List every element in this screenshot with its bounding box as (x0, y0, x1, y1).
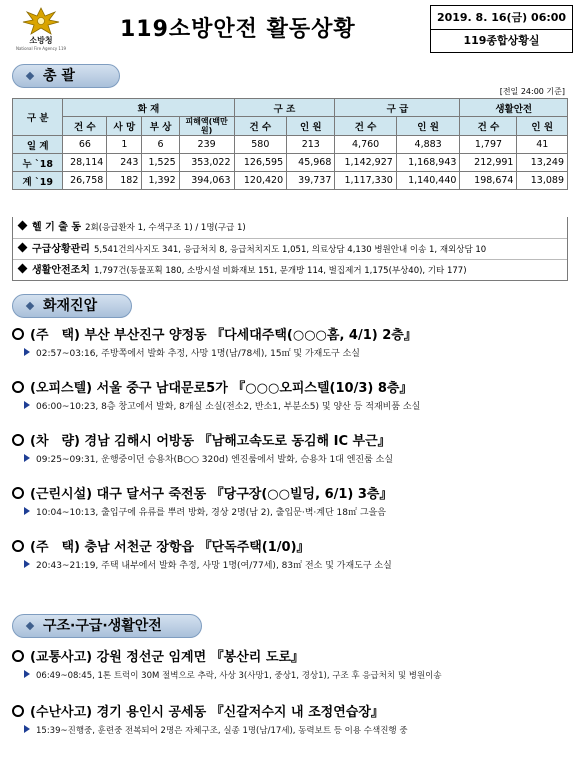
header-safety-count: 건 수 (460, 117, 517, 136)
summary-table (12, 98, 568, 190)
table-row (13, 136, 568, 154)
incident-detail: 10:04~10:13, 출입구에 유류를 뿌려 방화, 경상 2명(남 2), 출입문·벽·계단 18㎡ 그을음 (36, 508, 386, 518)
incident-title: (근린시설) 대구 달서구 죽전동 『당구장(○○빌딩, 6/1) 3층』 (30, 487, 393, 502)
table-row (13, 154, 568, 172)
summary-notes (12, 217, 568, 281)
triangle-bullet-icon (24, 348, 30, 356)
diamond-bullet-icon (18, 221, 28, 231)
ems-people: 1,140,440 (396, 172, 460, 190)
agency-logo (8, 6, 74, 54)
fire-count: 28,114 (63, 154, 107, 172)
fire-count: 26,758 (63, 172, 107, 190)
report-header (0, 0, 579, 58)
header-ems-count: 건 수 (335, 117, 396, 136)
table-subheader-row (13, 117, 568, 136)
damage: 353,022 (179, 154, 234, 172)
fire-count: 66 (63, 136, 107, 154)
rescue-count: 126,595 (234, 154, 287, 172)
death: 243 (107, 154, 142, 172)
summary-section-label: 총 괄 (12, 64, 120, 88)
list-item (12, 432, 568, 469)
phoenix-emblem-icon (21, 6, 61, 36)
report-org: 119종합상황실 (463, 34, 540, 47)
triangle-bullet-icon (24, 507, 30, 515)
page-title: 119소방안전 활동상황 (120, 17, 356, 42)
list-item (12, 538, 568, 575)
header-fire-count: 건 수 (63, 117, 107, 136)
header-ems: 구 급 (335, 99, 460, 117)
injury: 1,525 (142, 154, 179, 172)
list-item (12, 648, 568, 685)
note-safety-actions: 생활안전조치 1,797건(동물포획 180, 소방시설 비화재보 151, 문개방 114, 벌집제거 1,175(부상40), 기타 177) (13, 259, 567, 280)
row-label: 계 `19 (13, 172, 63, 190)
incident-title: (교통사고) 강원 정선군 임계면 『봉산리 도로』 (30, 650, 304, 665)
header-damage: 피해액(백만원) (179, 117, 234, 136)
incident-detail: 02:57~03:16, 주방쪽에서 발화 추정, 사망 1명(남/78세), 15㎡ 및 가재도구 소실 (36, 349, 361, 359)
ems-people: 4,883 (396, 136, 460, 154)
death: 182 (107, 172, 142, 190)
ring-bullet-icon (12, 328, 24, 340)
safety-count: 212,991 (460, 154, 517, 172)
triangle-bullet-icon (24, 560, 30, 568)
logo-english-text: National Fire Agency 119 (15, 46, 67, 51)
list-item (12, 379, 568, 416)
safety-people: 13,089 (517, 172, 568, 190)
injury: 1,392 (142, 172, 179, 190)
incident-detail: 20:43~21:19, 주택 내부에서 발화 추정, 사망 1명(여/77세), 83㎡ 전소 및 가재도구 소실 (36, 561, 392, 571)
section-marker-icon (26, 302, 34, 310)
table-header-row (13, 99, 568, 117)
header-rescue-count: 건 수 (234, 117, 287, 136)
rescue-count: 120,420 (234, 172, 287, 190)
ring-bullet-icon (12, 434, 24, 446)
header-safety: 생활안전 (460, 99, 568, 117)
incident-detail: 09:25~09:31, 운행중이던 승용차(B○○ 320d) 엔진룸에서 발화, 승용차 1대 엔진룸 소실 (36, 455, 394, 465)
list-item (12, 703, 568, 740)
rescue-people: 45,968 (287, 154, 335, 172)
ring-bullet-icon (12, 650, 24, 662)
row-label: 누 `18 (13, 154, 63, 172)
rescue-count: 580 (234, 136, 287, 154)
diamond-bullet-icon (18, 264, 28, 274)
rescue-people: 39,737 (287, 172, 335, 190)
ems-count: 1,117,330 (335, 172, 396, 190)
row-label: 일 계 (13, 136, 63, 154)
ring-bullet-icon (12, 381, 24, 393)
ring-bullet-icon (12, 540, 24, 552)
ems-count: 1,142,927 (335, 154, 396, 172)
note-ems-management: 구급상황관리 5,541건의사지도 341, 응급처치 8, 응급처치지도 1,051, 의료상담 4,130 병원안내 이송 1, 재외상담 10 (13, 238, 567, 259)
header-rescue: 구 조 (234, 99, 335, 117)
logo-text: 소방청 (29, 36, 53, 45)
fire-section-label: 화재진압 (12, 294, 132, 318)
incident-title: (수난사고) 경기 용인시 공세동 『신갈저수지 내 조정연습장』 (30, 705, 384, 720)
safety-count: 198,674 (460, 172, 517, 190)
incident-title: (주 택) 부산 부산진구 양정동 『다세대주택(○○○홈, 4/1) 2층』 (30, 328, 417, 343)
header-death: 사 망 (107, 117, 142, 136)
header-rescue-people: 인 원 (287, 117, 335, 136)
header-injury: 부 상 (142, 117, 179, 136)
header-fire: 화 재 (63, 99, 234, 117)
safety-people: 13,249 (517, 154, 568, 172)
ems-count: 4,760 (335, 136, 396, 154)
incident-title: (주 택) 충남 서천군 장항읍 『단독주택(1/0)』 (30, 540, 310, 555)
incident-detail: 06:00~10:23, 8층 창고에서 발화, 8개실 소실(전소2, 반소1, 부분소5) 및 양산 등 적재비품 소실 (36, 402, 421, 412)
rescue-people: 213 (287, 136, 335, 154)
safety-count: 1,797 (460, 136, 517, 154)
injury: 6 (142, 136, 179, 154)
list-item (12, 485, 568, 522)
basis-time: [전일 24:00 기준] (499, 87, 565, 96)
incident-title: (차 량) 경남 김해시 어방동 『남해고속도로 동김해 IC 부근』 (30, 434, 391, 449)
section-marker-icon (26, 622, 34, 630)
ring-bullet-icon (12, 705, 24, 717)
date-box (430, 5, 573, 53)
diamond-bullet-icon (18, 243, 28, 253)
header-safety-people: 인 원 (517, 117, 568, 136)
list-item (12, 326, 568, 363)
safety-people: 41 (517, 136, 568, 154)
rescue-section-label: 구조·구급·생활안전 (12, 614, 202, 638)
section-marker-icon (26, 72, 34, 80)
incident-detail: 06:49~08:45, 1톤 트럭이 30M 절벽으로 추락, 사상 3(사망1, 중상1, 경상1), 구조 후 응급처치 및 병원이송 (36, 671, 442, 681)
header-gubun: 구 분 (13, 99, 63, 136)
header-ems-people: 인 원 (396, 117, 460, 136)
triangle-bullet-icon (24, 454, 30, 462)
damage: 239 (179, 136, 234, 154)
death: 1 (107, 136, 142, 154)
triangle-bullet-icon (24, 670, 30, 678)
note-helicopter: 헬 기 출 동 2회(응급환자 1, 수색구조 1) / 1명(구급 1) (13, 217, 567, 238)
table-row (13, 172, 568, 190)
triangle-bullet-icon (24, 725, 30, 733)
triangle-bullet-icon (24, 401, 30, 409)
ems-people: 1,168,943 (396, 154, 460, 172)
damage: 394,063 (179, 172, 234, 190)
incident-title: (오피스텔) 서울 중구 남대문로5가 『○○○오피스텔(10/3) 8층』 (30, 381, 413, 396)
ring-bullet-icon (12, 487, 24, 499)
incident-detail: 15:39~진행중, 훈련중 전복되어 2명은 자체구조, 실종 1명(남/17세), 동력보트 등 이용 수색진행 중 (36, 726, 408, 736)
report-date: 2019. 8. 16(금) 06:00 (431, 6, 572, 30)
